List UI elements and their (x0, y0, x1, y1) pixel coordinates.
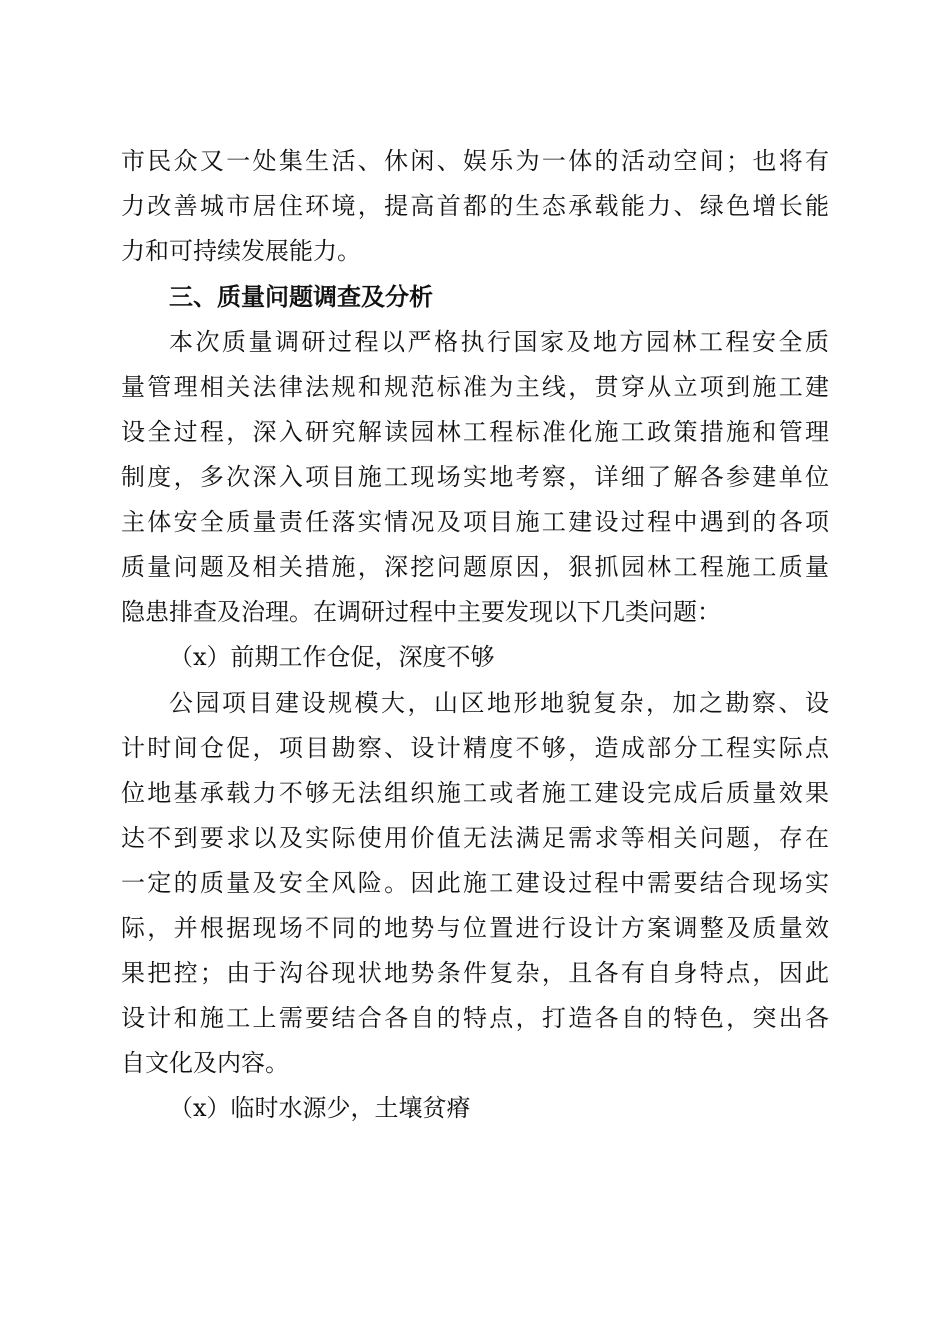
paragraph-2-line-7: 隐患排查及治理。在调研过程中主要发现以下几类问题： (121, 598, 721, 626)
paragraph-3-line-5: 一定的质量及安全风险。因此施工建设过程中需要结合现场实 (121, 869, 829, 897)
paragraph-3-line-6: 际，并根据现场不同的地势与位置进行设计方案调整及质量效 (121, 914, 829, 942)
paragraph-1-line-3: 力和可持续发展能力。 (121, 237, 361, 265)
section-heading: 三、质量问题调查及分析 (169, 283, 433, 311)
paragraph-1-line-1: 市民众又一处集生活、休闲、娱乐为一体的活动空间；也将有 (121, 147, 829, 175)
paragraph-3-line-2: 计时间仓促，项目勘察、设计精度不够，造成部分工程实际点 (121, 734, 829, 762)
paragraph-2-line-6: 质量问题及相关措施，深挖问题原因，狠抓园林工程施工质量 (121, 553, 829, 581)
paragraph-3-line-3: 位地基承载力不够无法组织施工或者施工建设完成后质量效果 (121, 779, 829, 807)
paragraph-3-line-4: 达不到要求以及实际使用价值无法满足需求等相关问题，存在 (121, 824, 829, 852)
paragraph-3-line-8: 设计和施工上需要结合各自的特点，打造各自的特色，突出各 (121, 1004, 829, 1032)
paragraph-2-line-5: 主体安全质量责任落实情况及项目施工建设过程中遇到的各项 (121, 508, 829, 536)
paragraph-3-line-7: 果把控；由于沟谷现状地势条件复杂，且各有自身特点，因此 (121, 959, 829, 987)
paragraph-2-line-1: 本次质量调研过程以严格执行国家及地方园林工程安全质 (169, 328, 829, 356)
subheading-1: （x）前期工作仓促，深度不够 (169, 643, 495, 671)
paragraph-2-line-3: 设全过程，深入研究解读园林工程标准化施工政策措施和管理 (121, 418, 829, 446)
paragraph-2-line-2: 量管理相关法律法规和规范标准为主线，贯穿从立项到施工建 (121, 373, 829, 401)
paragraph-1-line-2: 力改善城市居住环境，提高首都的生态承载能力、绿色增长能 (121, 192, 829, 220)
paragraph-3-line-9: 自文化及内容。 (121, 1049, 289, 1077)
paragraph-2-line-4: 制度，多次深入项目施工现场实地考察，详细了解各参建单位 (121, 463, 829, 491)
subheading-2: （x）临时水源少，土壤贫瘠 (169, 1094, 471, 1122)
paragraph-3-line-1: 公园项目建设规模大，山区地形地貌复杂，加之勘察、设 (169, 689, 829, 717)
